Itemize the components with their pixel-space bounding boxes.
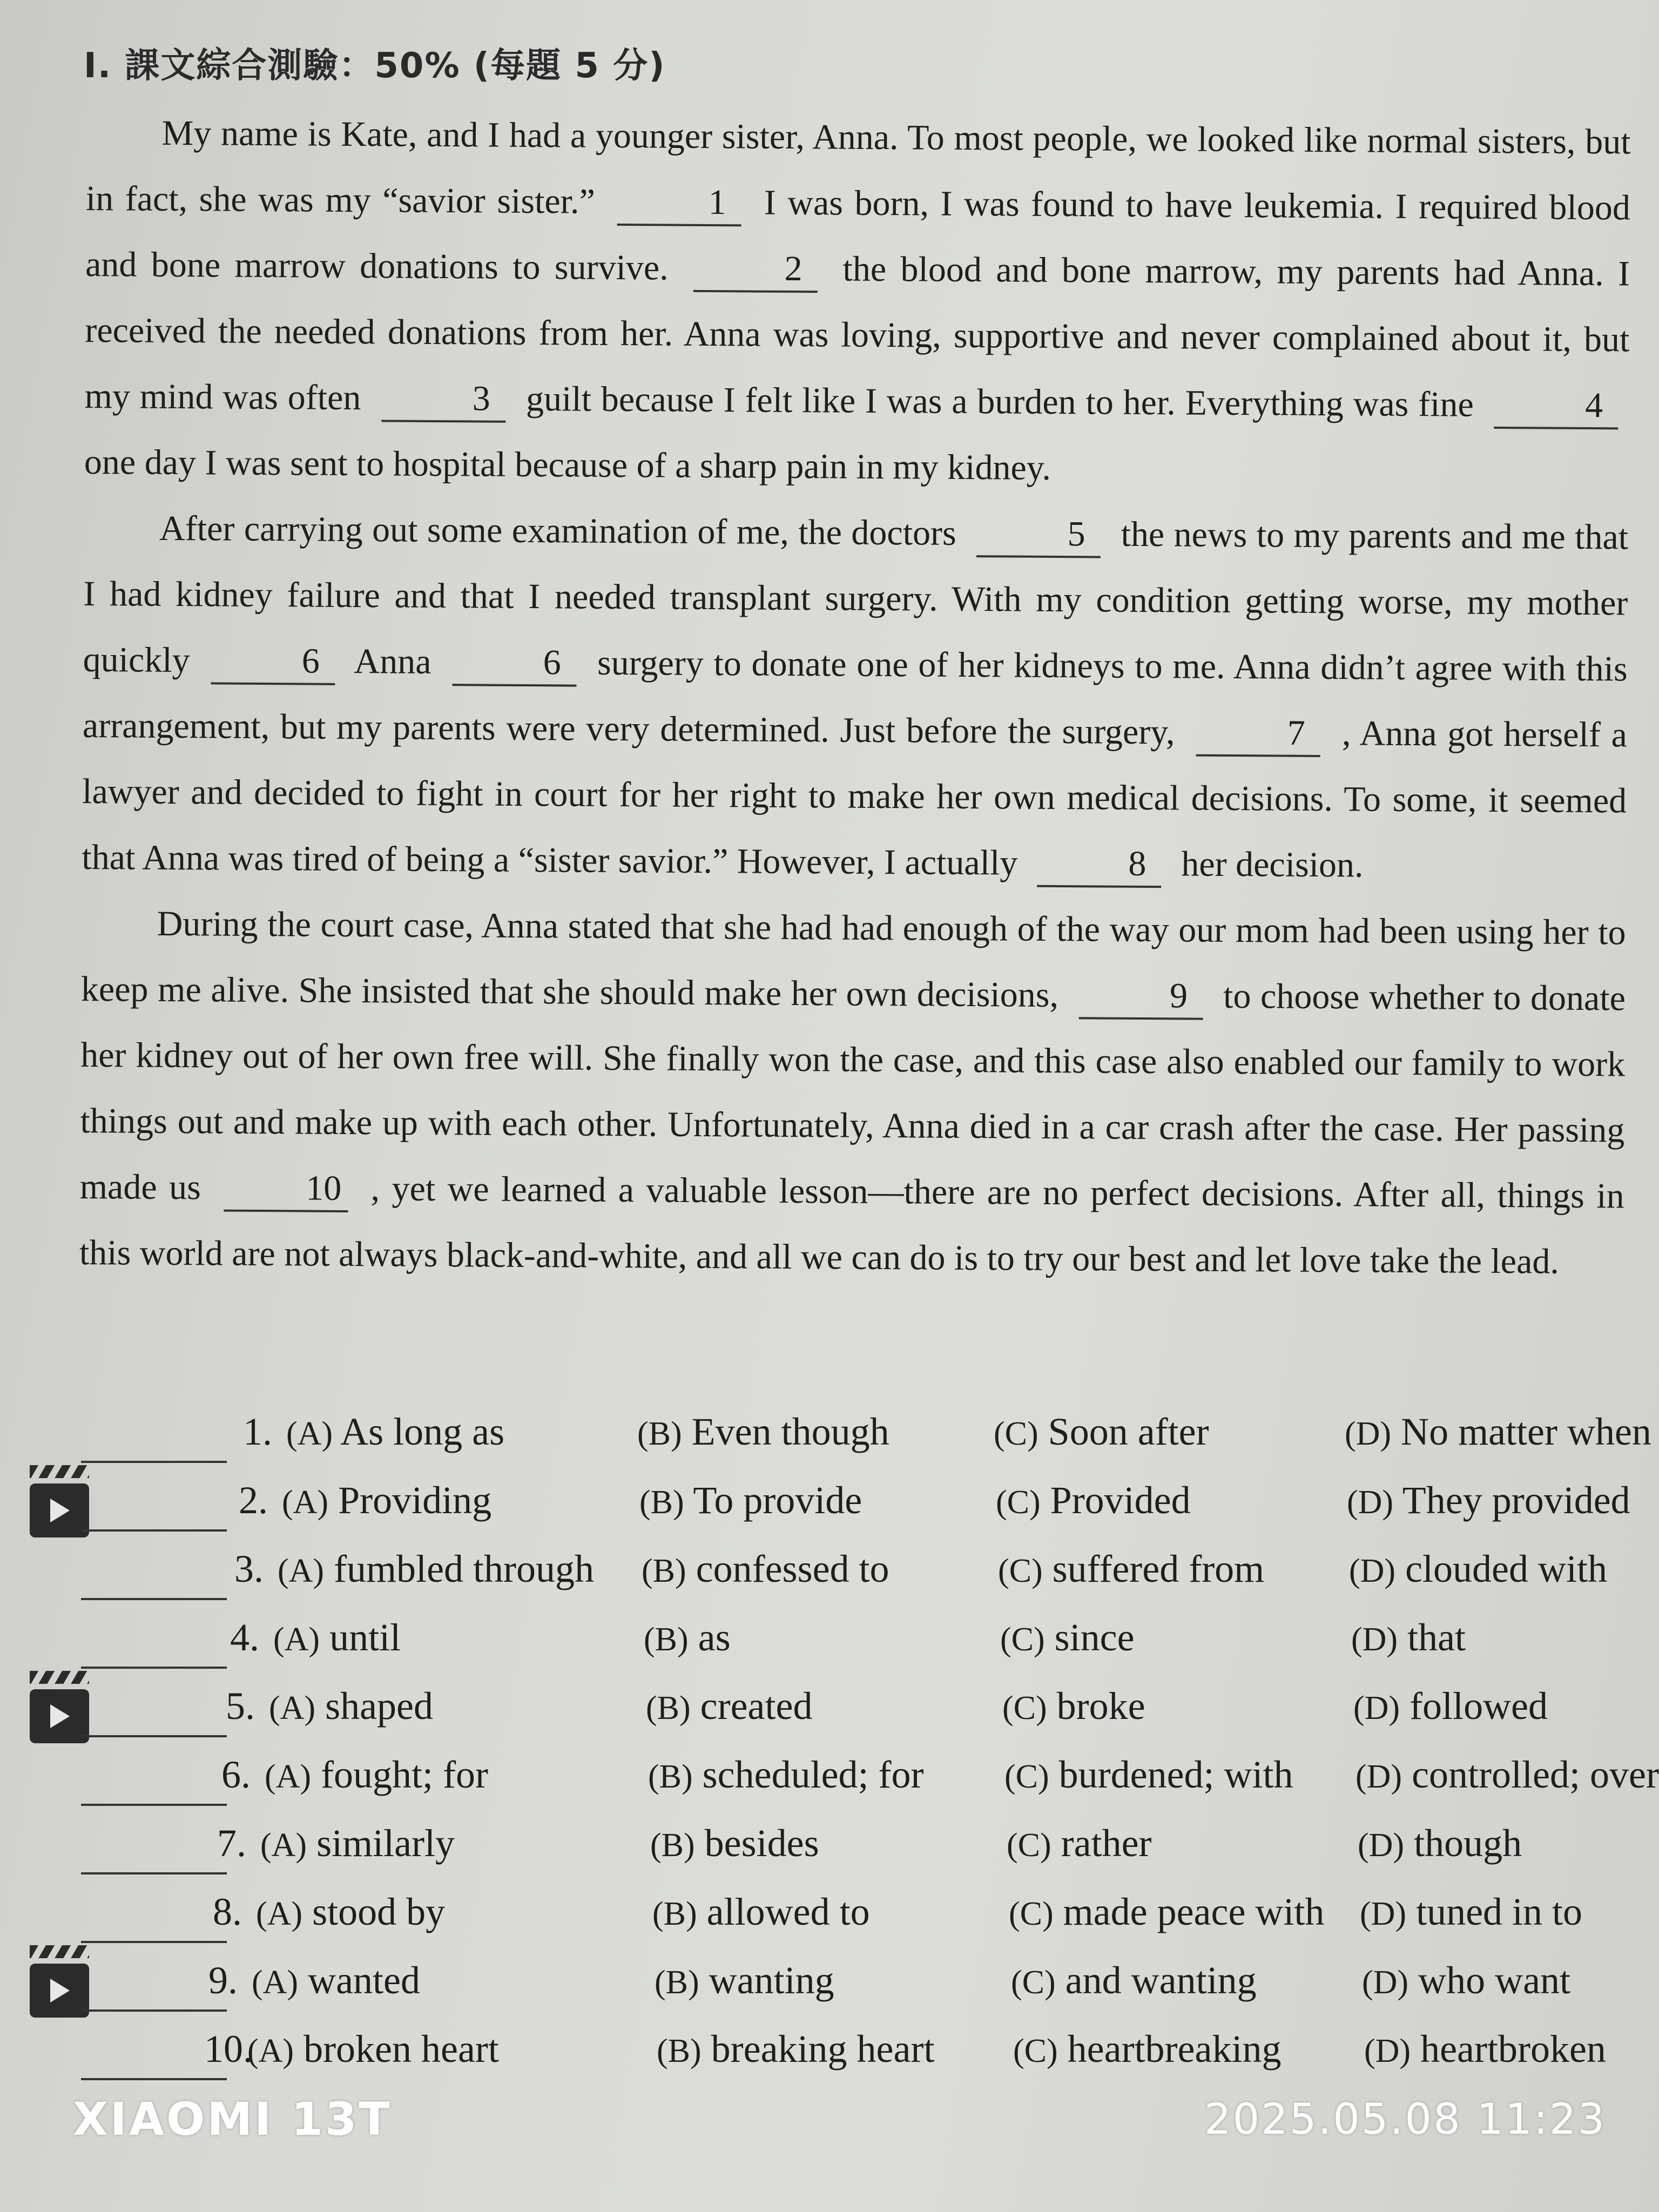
option-text: scheduled; for: [702, 1753, 924, 1796]
option-text: wanted: [308, 1959, 420, 2002]
option-b: [639, 1478, 862, 1523]
option-a: [256, 1890, 445, 1934]
option-letter: (B): [648, 1758, 693, 1795]
option-letter: (C): [1004, 1758, 1049, 1795]
question-number: 4.: [230, 1616, 259, 1659]
option-text: followed: [1410, 1684, 1548, 1728]
option-c: [994, 1410, 1209, 1454]
question-row-1: [0, 1410, 1659, 1480]
option-letter: (D): [1347, 1484, 1394, 1521]
option-a: [278, 1547, 594, 1591]
option-d: [1347, 1478, 1630, 1523]
option-letter: (A): [247, 2033, 294, 2069]
option-c: [996, 1478, 1191, 1523]
paragraph-2: [82, 495, 1628, 900]
option-d: [1355, 1752, 1659, 1797]
option-letter: (D): [1358, 1827, 1405, 1864]
option-letter: (A): [260, 1827, 307, 1864]
section-heading: I. 課文綜合測驗：50% (每題 5 分): [84, 46, 666, 86]
option-a: [247, 2027, 499, 2072]
option-b: [637, 1410, 889, 1454]
question-row-6: [0, 1752, 1659, 1823]
answer-blank[interactable]: [81, 1529, 227, 1532]
option-text: To provide: [693, 1479, 862, 1522]
option-text: as: [698, 1616, 731, 1659]
passage-text: her decision.: [1181, 844, 1364, 885]
option-letter: (B): [650, 1827, 695, 1864]
option-d: [1345, 1410, 1651, 1454]
option-b: [642, 1547, 889, 1591]
option-letter: (C): [1007, 1827, 1051, 1864]
question-number: 10.: [204, 2027, 253, 2071]
passage-text: guilt because I felt like I was a burden to her. Everything was fine: [525, 379, 1474, 424]
passage-text: one day I was sent to hospital because of a sharp pain in my kidney.: [84, 442, 1051, 488]
answer-blank[interactable]: [81, 1941, 227, 1943]
question-row-8: [0, 1890, 1659, 1960]
option-text: until: [329, 1616, 401, 1659]
answer-blank[interactable]: [81, 1735, 227, 1737]
blank-9: 9: [1078, 974, 1203, 1020]
option-b: [657, 2027, 934, 2072]
passage-text: , yet we learned a valuable lesson—there are no perfect decisions. After all, things in this world are not always black-and-white, and all we can do is to try our best and let love take the lead.: [79, 1169, 1624, 1282]
passage-text: Anna: [354, 642, 431, 682]
paragraph-3: [79, 891, 1626, 1295]
blank-8: 8: [1037, 842, 1162, 888]
passage-text: After carrying out some examination of me, the doctors: [159, 508, 956, 553]
blank-7: 7: [1196, 711, 1321, 757]
option-text: burdened; with: [1058, 1753, 1293, 1796]
option-letter: (D): [1349, 1553, 1396, 1589]
blank-2: 2: [693, 247, 818, 293]
video-clapperboard-icon[interactable]: [30, 1689, 89, 1743]
photo-timestamp: 2025.05.08 11:23: [1204, 2095, 1607, 2144]
option-b: [650, 1821, 819, 1866]
option-c: [1011, 1958, 1257, 2003]
option-text: wanting: [709, 1959, 834, 2002]
passage-text: surgery to donate one of her kidneys to me. Anna didn’t agree with this arrangement, but my parents were very determined. Just before the surgery,: [82, 643, 1628, 752]
play-icon: [50, 1499, 70, 1522]
option-b: [644, 1615, 731, 1660]
option-letter: (A): [286, 1415, 333, 1452]
answer-blank[interactable]: [81, 1667, 227, 1669]
question-row-10: [0, 2027, 1659, 2097]
option-text: fought; for: [321, 1753, 489, 1796]
option-text: heartbreaking: [1067, 2027, 1282, 2071]
option-text: They provided: [1402, 1479, 1630, 1522]
answer-blank[interactable]: [81, 1872, 227, 1874]
option-text: stood by: [312, 1890, 446, 1933]
answer-blank[interactable]: [81, 2009, 227, 2012]
option-text: Even though: [691, 1410, 889, 1453]
question-row-9: [0, 1958, 1659, 2028]
option-text: Providing: [338, 1479, 492, 1522]
paragraph-1: [84, 100, 1631, 504]
option-b: [652, 1890, 870, 1934]
option-a: [265, 1752, 488, 1797]
option-a: [252, 1958, 420, 2003]
video-clapperboard-icon[interactable]: [30, 1964, 89, 2018]
option-letter: (A): [273, 1621, 320, 1658]
question-number: 7.: [217, 1822, 246, 1865]
blank-1: 1: [617, 180, 742, 226]
option-text: broke: [1056, 1684, 1145, 1728]
option-c: [1004, 1752, 1293, 1797]
option-d: [1362, 1958, 1570, 2003]
option-letter: (D): [1353, 1690, 1400, 1727]
option-letter: (B): [646, 1690, 691, 1727]
option-letter: (C): [1000, 1621, 1045, 1658]
option-c: [1002, 1684, 1145, 1729]
video-clapperboard-icon[interactable]: [30, 1483, 89, 1537]
option-text: similarly: [316, 1822, 455, 1865]
answer-blank[interactable]: [81, 1598, 227, 1600]
question-number: 8.: [213, 1890, 242, 1933]
question-number: 1.: [243, 1410, 272, 1453]
answer-blank[interactable]: [81, 2078, 227, 2080]
option-text: No matter when: [1401, 1410, 1651, 1453]
question-number: 9.: [208, 1959, 238, 2002]
option-a: [273, 1615, 401, 1660]
option-letter: (A): [278, 1553, 325, 1589]
option-letter: (B): [655, 1964, 699, 2001]
option-text: and wanting: [1065, 1959, 1257, 2002]
option-d: [1349, 1547, 1607, 1591]
option-text: since: [1054, 1616, 1135, 1659]
option-d: [1364, 2027, 1606, 2072]
option-text: breaking heart: [711, 2027, 935, 2071]
option-d: [1351, 1615, 1466, 1660]
option-a: [286, 1410, 504, 1454]
option-c: [1009, 1890, 1324, 1934]
option-d: [1353, 1684, 1548, 1729]
option-text: rather: [1061, 1822, 1152, 1865]
play-icon: [50, 1979, 70, 2002]
option-letter: (B): [644, 1621, 689, 1658]
option-b: [648, 1752, 924, 1797]
option-letter: (A): [265, 1758, 312, 1795]
option-text: broken heart: [304, 2027, 499, 2071]
option-a: [269, 1684, 433, 1729]
blank-5: 5: [976, 512, 1101, 558]
option-c: [1013, 2027, 1281, 2072]
question-row-3: [0, 1547, 1659, 1617]
option-text: shaped: [325, 1684, 434, 1728]
question-number: 5.: [226, 1684, 255, 1728]
question-row-2: [0, 1478, 1659, 1548]
option-text: who want: [1418, 1959, 1571, 2002]
option-a: [260, 1821, 455, 1866]
option-letter: (B): [642, 1553, 686, 1589]
passage-text: My name is Kate, and I had a younger sister, Anna. To most people, we looked like normal sisters, but in fact, she was my “savior sister.”: [85, 113, 1631, 221]
option-text: that: [1407, 1616, 1466, 1659]
passage-text: the blood and bone marrow, my parents had Anna. I received the needed donations from her. Anna was loving, supportive and never complained about it, but my mind was often: [84, 249, 1630, 418]
blank-6b: 6: [452, 640, 577, 686]
camera-brand-watermark: XIAOMI 13T: [73, 2093, 392, 2146]
blank-6a: 6: [211, 639, 335, 685]
option-text: As long as: [340, 1410, 505, 1453]
option-c: [998, 1547, 1264, 1591]
blank-3: 3: [381, 376, 506, 422]
option-text: created: [700, 1684, 813, 1728]
option-b: [646, 1684, 812, 1729]
option-text: tuned in to: [1416, 1890, 1583, 1933]
option-letter: (D): [1351, 1621, 1398, 1658]
blank-10: 10: [224, 1166, 348, 1212]
option-letter: (B): [639, 1484, 684, 1521]
option-a: [282, 1478, 491, 1523]
option-d: [1360, 1890, 1582, 1934]
play-icon: [50, 1704, 70, 1728]
option-text: besides: [704, 1822, 819, 1865]
option-letter: (B): [657, 2033, 702, 2069]
option-text: Soon after: [1048, 1410, 1209, 1453]
option-letter: (B): [652, 1896, 697, 1932]
passage-text: to choose whether to donate her kidney out of her own free will. She finally won the case, and this case also enabled our family to work things out and make up with each other. Unfortunately, Anna died in a car crash after the case. Her passing made us: [79, 976, 1626, 1208]
option-letter: (A): [269, 1690, 316, 1727]
question-number: 2.: [239, 1479, 268, 1522]
option-text: allowed to: [706, 1890, 870, 1933]
option-letter: (D): [1355, 1758, 1402, 1795]
option-text: heartbroken: [1420, 2027, 1606, 2071]
option-text: confessed to: [696, 1547, 889, 1590]
option-letter: (C): [998, 1553, 1043, 1589]
option-letter: (C): [1009, 1896, 1054, 1932]
answer-blank[interactable]: [81, 1461, 227, 1463]
option-letter: (B): [637, 1415, 682, 1452]
cloze-passage: [79, 100, 1631, 1295]
option-letter: (C): [996, 1484, 1041, 1521]
option-c: [1007, 1821, 1152, 1866]
option-letter: (A): [282, 1484, 329, 1521]
passage-text: , Anna got herself a lawyer and decided to fight in court for her right to make her own medical decisions. To some, it seemed that Anna was tired of being a “sister savior.” However, I actually: [82, 713, 1628, 883]
option-letter: (C): [994, 1415, 1038, 1452]
question-row-5: [0, 1684, 1659, 1754]
option-text: though: [1414, 1822, 1522, 1865]
option-text: clouded with: [1405, 1547, 1607, 1590]
question-row-4: [0, 1615, 1659, 1685]
option-d: [1358, 1821, 1522, 1866]
question-number: 6.: [221, 1753, 251, 1796]
option-letter: (D): [1362, 1964, 1409, 2001]
option-text: fumbled through: [334, 1547, 594, 1590]
option-text: Provided: [1050, 1479, 1191, 1522]
option-letter: (A): [256, 1896, 303, 1932]
passage-text: the news to my parents and me that I had kidney failure and that I needed transplant surgery. With my condition getting worse, my mother quickly: [83, 514, 1629, 680]
option-letter: (D): [1364, 2033, 1411, 2069]
option-letter: (D): [1345, 1415, 1392, 1452]
passage-text: During the court case, Anna stated that she had had enough of the way our mom had been using her to keep me alive. She insisted that she should make her own decisions,: [80, 903, 1626, 1015]
question-number: 3.: [234, 1547, 264, 1590]
option-letter: (C): [1011, 1964, 1056, 2001]
option-letter: (D): [1360, 1896, 1407, 1932]
blank-4: 4: [1494, 383, 1618, 429]
option-b: [655, 1958, 834, 2003]
option-text: made peace with: [1063, 1890, 1325, 1933]
option-letter: (A): [252, 1964, 299, 2001]
option-c: [1000, 1615, 1135, 1660]
option-letter: (C): [1013, 2033, 1058, 2069]
option-text: controlled; over: [1412, 1753, 1659, 1796]
option-text: suffered from: [1052, 1547, 1265, 1590]
passage-text: I was born, I was found to have leukemia. I required blood and bone marrow donations to survive.: [85, 183, 1631, 288]
option-letter: (C): [1002, 1690, 1047, 1727]
answer-blank[interactable]: [81, 1804, 227, 1806]
question-row-7: [0, 1821, 1659, 1891]
